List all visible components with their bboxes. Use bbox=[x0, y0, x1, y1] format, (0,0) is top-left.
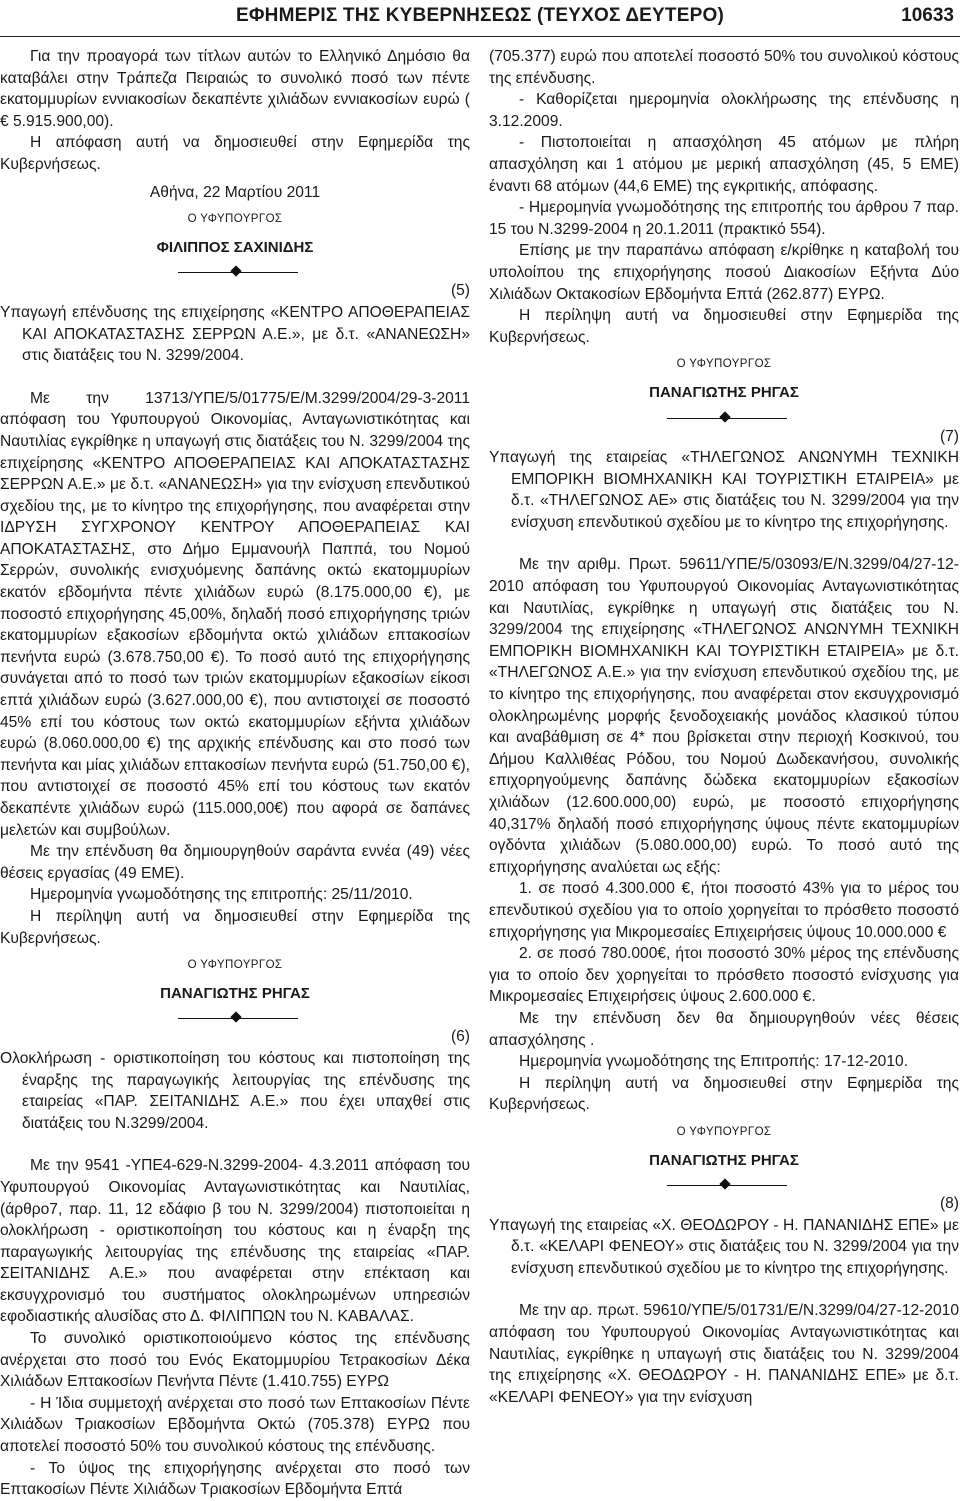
signatory-name: ΠΑΝΑΓΙΩΤΗΣ ΡΗΓΑΣ bbox=[649, 383, 799, 401]
paragraph: - Ημερομηνία γνωμοδότησης της επιτροπής του άρθρου 7 παρ. 15 του Ν.3299-2004 η 20.1.2011 (πρακτικό 554). bbox=[489, 199, 959, 238]
paragraph: Για την προαγορά των τίτλων αυτών το Ελληνικό Δημόσιο θα καταβάλει στην Τράπεζα Πειραιώς το συνολικό ποσό των πέντε εκατομμυρίων εννιακοσίων δεκαπέντε χιλιάδων εννιακοσίων ευρώ ( € 5.915.900,00). bbox=[0, 48, 470, 130]
decision-number: (5) bbox=[450, 282, 470, 300]
gazette-title: ΕΦΗΜΕΡΙΣ ΤΗΣ ΚΥΒΕΡΝΗΣΕΩΣ (ΤΕΥΧΟΣ ΔΕΥΤΕΡΟ) bbox=[236, 5, 724, 26]
paragraph: Η περίληψη αυτή να δημοσιευθεί στην Εφημερίδα της Κυβερνήσεως. bbox=[0, 907, 470, 947]
list-item: 2. σε ποσό 780.000€, ήτοι ποσοστό 30% μέρος της επένδυσης για το οποίο δεν χορηγείται το πρόσθετο ποσοστό ενίσχυσης για Μικρομεσαίες Επιχειρήσεις ύψους 2.600.000 €. bbox=[489, 945, 959, 1006]
section-divider bbox=[489, 410, 959, 426]
paragraph: Η απόφαση αυτή να δημοσιευθεί στην Εφημερίδα της Κυβερνήσεως. bbox=[0, 134, 470, 173]
signatory-name: ΠΑΝΑΓΙΩΤΗΣ ΡΗΓΑΣ bbox=[160, 984, 310, 1002]
section-divider bbox=[489, 1177, 959, 1193]
signatory-role: Ο ΥΦΥΠΟΥΡΓΟΣ bbox=[676, 1125, 772, 1138]
paragraph: Ημερομηνία γνωμοδότησης της Επιτροπής: 17-12-2010. bbox=[519, 1053, 909, 1071]
paragraph: Με την επένδυση θα δημιουργηθούν σαράντα εννέα (49) νέες θέσεις εργασίας (49 ΕΜΕ). bbox=[0, 843, 470, 882]
diamond-ornament-icon bbox=[719, 1178, 730, 1189]
decision-number: (6) bbox=[450, 1028, 470, 1046]
page-header bbox=[0, 0, 960, 37]
paragraph: Το συνολικό οριστικοποιούμενο κόστος της επένδυσης ανέρχεται στο ποσό του Ενός Εκατομμυρίου Τετρακοσίων Δέκα Χιλιάδων Επτακοσίων Πενήντα Πέντε (1.410.755) ΕΥΡΩ bbox=[0, 1330, 470, 1391]
paragraph: - Πιστοποιείται η απασχόληση 45 ατόμων με πλήρη απασχόληση και 1 ατόμου με μερική απασχόληση (45, 5 ΕΜΕ) έναντι 68 ατόμων (44,6 ΕΜΕ) της εγκριτικής, απόφασης. bbox=[489, 134, 959, 195]
paragraph: - Το ύψος της επιχορήγησης ανέρχεται στο ποσό των Επτακοσίων Πέντε Χιλιάδων Τριακοσίων Εβδομήντα Επτά bbox=[0, 1459, 470, 1499]
decision-number: (7) bbox=[939, 427, 959, 445]
paragraph: (705.377) ευρώ που αποτελεί ποσοστό 50% του συνολικού κόστους της επένδυσης. bbox=[489, 48, 959, 87]
paragraph: Με την αρ. πρωτ. 59610/ΥΠΕ/5/01731/Ε/Ν.3299/04/27-12-2010 απόφαση του Υφυπουργού Οικονομίας Ανταγωνιστικότητας και Ναυτιλίας, εγκρίθηκε η υπαγωγή στις διατάξεις του Ν. 3299/2004 της επιχείρησης «Χ. ΘΕΟΔΩΡΟΥ - Η. ΠΑΝΑΝΙΔΗΣ ΕΠΕ» με δ.τ. «ΚΕΛΑΡΙ ΦΕΝΕΟΥ» για την ενίσχυση bbox=[489, 1302, 959, 1406]
decision-title: Υπαγωγή της εταιρείας «ΤΗΛΕΓΩΝΟΣ ΑΝΩΝΥΜΗ ΤΕΧΝΙΚΗ ΕΜΠΟΡΙΚΗ ΒΙΟΜΗΧΑΝΙΚΗ ΚΑΙ ΤΟΥΡΙΣΤΙΚΗ ΕΤΑΙΡΕΙΑ» με δ.τ. «ΤΗΛΕΓΩΝΟΣ ΑΕ» στις διατάξεις του Ν. 3299/2004 για την ενίσχυση επενδυτικού σχεδίου με το κίνητρο της επιχορήγησης. bbox=[489, 449, 959, 531]
decision-title: Υπαγωγή επένδυσης της επιχείρησης «ΚΕΝΤΡΟ ΑΠΟΘΕΡΑΠΕΙΑΣ ΚΑΙ ΑΠΟΚΑΤΑΣΤΑΣΗΣ ΣΕΡΡΩΝ Α.Ε.», με δ.τ. «ΑΝΑΝΕΩΣΗ» στις διατάξεις του Ν. 3299/2004. bbox=[0, 303, 470, 365]
signature-date: Αθήνα, 22 Μαρτίου 2011 bbox=[149, 183, 321, 201]
decision-title: Ολοκλήρωση - οριστικοποίηση του κόστους και πιστοποίηση της έναρξης της παραγωγικής λειτουργίας της επένδυσης της εταιρείας «ΠΑΡ. ΣΕΙΤΑΝΙΔΗΣ Α.Ε.» που έχει υπαχθεί στις διατάξεις του Ν.3299/2004. bbox=[0, 1049, 470, 1132]
section-divider bbox=[0, 264, 470, 280]
diamond-ornament-icon bbox=[719, 411, 730, 422]
signatory-name: ΦΙΛΙΠΠΟΣ ΣΑΧΙΝΙΔΗΣ bbox=[156, 238, 314, 256]
paragraph: - Καθορίζεται ημερομηνία ολοκλήρωσης της επένδυσης η 3.12.2009. bbox=[489, 91, 959, 130]
decision-number: (8) bbox=[939, 1195, 959, 1213]
diamond-ornament-icon bbox=[230, 1012, 241, 1023]
page-number: 10633 bbox=[901, 5, 954, 26]
diamond-ornament-icon bbox=[230, 266, 241, 277]
section-divider bbox=[0, 1010, 470, 1026]
signatory-role: Ο ΥΦΥΠΟΥΡΓΟΣ bbox=[676, 358, 772, 371]
paragraph: Η περίληψη αυτή να δημοσιευθεί στην Εφημερίδα της Κυβερνήσεως. bbox=[489, 307, 959, 346]
paragraph: - Η Ίδια συμμετοχή ανέρχεται στο ποσό των Επτακοσίων Πέντε Χιλιάδων Τριακοσίων Εβδομήντα Οκτώ (705.378) ΕΥΡΩ που αποτελεί ποσοστό 50% του συνολικού κόστους της επένδυσης. bbox=[0, 1394, 470, 1456]
paragraph: Η περίληψη αυτή να δημοσιευθεί στην Εφημερίδα της Κυβερνήσεως. bbox=[489, 1074, 959, 1114]
signatory-role: Ο ΥΦΥΠΟΥΡΓΟΣ bbox=[187, 213, 283, 226]
paragraph: Με την 9541 -ΥΠΕ4-629-Ν.3299-2004- 4.3.2011 απόφαση του Υφυπουργού Οικονομίας Ανταγωνιστικότητας και Ναυτιλίας, (άρθρο7, παρ. 11, 12 εδάφιο β του Ν. 3299/2004) πιστοποιείται η ολοκλήρωση - οριστικοποίηση του κόστους και η έναρξη της παραγωγικής λειτουργίας της επένδυσης της εταιρείας «ΠΑΡ. ΣΕΙΤΑΝΙΔΗΣ Α.Ε.» που αναφέρεται στην επέκταση και εκσυγχρονισμό του συστήματος ολοκληρωμένων υπηρεσιών εφοδιαστικής αλυσίδας στο Δ. ΦΙΛΙΠΠΩΝ του Ν. ΚΑΒΑΛΑΣ. bbox=[0, 1157, 470, 1326]
paragraph: Με την αριθμ. Πρωτ. 59611/ΥΠΕ/5/03093/Ε/Ν.3299/04/27-12-2010 απόφαση του Υφυπουργού Οικονομίας Ανταγωνιστικότητας και Ναυτιλίας, εγκρίθηκε η υπαγωγή στις διατάξεις του Ν. 3299/2004 της επιχείρησης «ΤΗΛΕΓΩΝΟΣ ΑΝΩΝΥΜΗ ΤΕΧΝΙΚΗ ΕΜΠΟΡΙΚΗ ΒΙΟΜΗΧΑΝΙΚΗ ΚΑΙ ΤΟΥΡΙΣΤΙΚΗ ΕΤΑΙΡΕΙΑ» με δ.τ. «ΤΗΛΕΓΩΝΟΣ Α.Ε.» για την ενίσχυση επενδυτικού σχεδίου της, με το κίνητρο της επιχορήγησης, που αναφέρεται στον εκσυγχρονισμό ολοκληρωμένης μορφής ξενοδοχειακής μονάδος κλασικού τύπου και αναβάθμιση σε 4* που βρίσκεται στην περιοχή Κοσκινού, του Δήμου Καλλιθέας Ρόδου, του Νομού Δωδεκανήσου, συνολικής επιχορηγούμενης δαπάνης δώδεκα εκατομμυρίων εξακοσίων χιλιάδων (12.600.000,00) ευρώ, με ποσοστό επιχορήγησης 40,317% δηλαδή ποσό επιχορήγησης ύψους πέντε εκατομμυρίων ογδόντα χιλιάδων (5.080.000,00) ευρώ. Το ποσό αυτό της επιχορήγησης αναλύεται ως εξής: bbox=[489, 556, 959, 876]
left-column bbox=[0, 46, 470, 1499]
right-column bbox=[489, 46, 959, 1426]
signatory-role: Ο ΥΦΥΠΟΥΡΓΟΣ bbox=[187, 959, 283, 972]
paragraph: Με την επένδυση δεν θα δημιουργηθούν νέες θέσεις απασχόλησης . bbox=[489, 1009, 959, 1049]
paragraph: Με την 13713/ΥΠΕ/5/01775/Ε/Μ.3299/2004/29-3-2011 απόφαση του Υφυπουργού Οικονομίας, Ανταγωνιστικότητας και Ναυτιλίας εγκρίθηκε η υπαγωγή στις διατάξεις του Ν. 3299/2004 της επιχείρησης «ΚΕΝΤΡΟ ΑΠΟΘΕΡΑΠΕΙΑΣ ΚΑΙ ΑΠΟΚΑΤΑΣΤΑΣΗΣ ΣΕΡΡΩΝ Α.Ε.» με δ.τ. «ΑΝΑΝΕΩΣΗ» για την ενίσχυση επενδυτικού σχεδίου της, με το κίνητρο της επιχορήγησης, που αναφέρεται στην ΙΔΡΥΣΗ ΣΥΓΧΡΟΝΟΥ ΚΕΝΤΡΟΥ ΑΠΟΘΕΡΑΠΕΙΑΣ ΚΑΙ ΑΠΟΚΑΤΑΣΤΑΣΗΣ, στο Δήμο Εμμανουήλ Παππά, του Νομού Σερρών, συνολικής ενισχυόμενης δαπάνης οκτώ εκατομμυρίων εκατόν εβδομήντα πέντε χιλιάδων ευρώ (8.175.000,00 €), με ποσοστό επιχορήγησης 45,00%, δηλαδή ποσό επιχορήγησης τριών εκατομμυρίων εξακοσίων εβδομήντα οκτώ χιλιάδων επτακοσίων πενήντα ευρώ (3.678.750,00 €). Το ποσό αυτό της επιχορήγησης συνάγεται από το ποσό των τριών εκατομμυρίων εξακοσίων είκοσι επτά χιλιάδων ευρώ (3.627.000,00 €), που αντιστοιχεί σε ποσοστό 45% επί του κόστους των οκτώ εκατομμυρίων εξήντα χιλιάδων ευρώ (8.060.000,00 €) της αρχικής επένδυσης και στο ποσό των πενήντα και μίας χιλιάδων επτακοσίων πενήντα ευρώ (51.750,00 €), που αντιστοιχεί σε ποσοστό 45% επί του κόστους των εκατόν δεκαπέντε χιλιάδων ευρώ (115.000,00€) που αφορά σε δαπάνες μελετών και συμβούλων. bbox=[0, 389, 470, 839]
decision-title: Υπαγωγή της εταιρείας «Χ. ΘΕΟΔΩΡΟΥ - Η. ΠΑΝΑΝΙΔΗΣ ΕΠΕ» με δ.τ. «ΚΕΛΑΡΙ ΦΕΝΕΟΥ» στις διατάξεις του Ν. 3299/2004 για την ενίσχυση επενδυτικού σχεδίου με το κίνητρο της επιχορήγησης. bbox=[489, 1216, 959, 1277]
paragraph: Ημερομηνία γνωμοδότησης της επιτροπής: 25/11/2010. bbox=[30, 886, 413, 904]
signatory-name: ΠΑΝΑΓΙΩΤΗΣ ΡΗΓΑΣ bbox=[649, 1151, 799, 1169]
list-item: 1. σε ποσό 4.300.000 €, ήτοι ποσοστό 43% για το μέρος του επενδυτικού σχεδίου για το οποίο χορηγείται το πρόσθετο ποσοστό επιχορήγησης για Μικρομεσαίες Επιχειρήσεις ύψους 10.000.000 € bbox=[489, 880, 959, 941]
paragraph: Επίσης με την παραπάνω απόφαση ε/κρίθηκε η καταβολή του υπολοίπου της επιχορήγησης ποσού Διακοσίων Εξήντα Δύο Χιλιάδων Οκτακοσίων Εβδομήντα Επτά (262.877) ΕΥΡΩ. bbox=[489, 242, 959, 303]
